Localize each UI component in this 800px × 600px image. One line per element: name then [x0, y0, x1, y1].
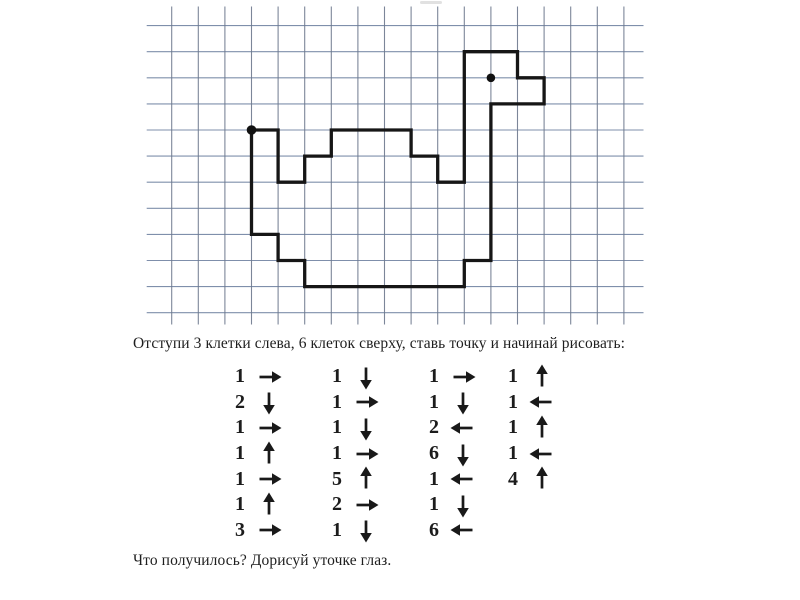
step-count: 1: [235, 416, 245, 439]
dictation-column: [422, 364, 492, 543]
step-count: 1: [508, 390, 518, 413]
dictation-step: [422, 492, 492, 518]
step-count: 6: [429, 442, 439, 465]
arrow-right-icon: [257, 417, 283, 439]
arrow-right-icon: [354, 443, 380, 465]
step-count: 1: [332, 442, 342, 465]
arrow-down-icon: [354, 366, 380, 388]
dictation-column: [325, 364, 395, 543]
step-count: 1: [235, 467, 245, 490]
step-count: 1: [332, 390, 342, 413]
dictation-step: [422, 364, 492, 390]
dictation-step: [325, 441, 395, 467]
dictation-step: [228, 441, 298, 467]
step-count: 1: [508, 365, 518, 388]
arrow-up-icon: [257, 443, 283, 465]
step-count: 1: [235, 365, 245, 388]
start-dot: [247, 125, 257, 135]
step-count: 3: [235, 518, 245, 541]
arrow-right-icon: [257, 366, 283, 388]
dictation-step: [422, 466, 492, 492]
dictation-step: [325, 466, 395, 492]
arrow-right-icon: [354, 494, 380, 516]
step-count: 1: [508, 442, 518, 465]
step-count: 2: [235, 390, 245, 413]
dictation-step: [325, 492, 395, 518]
step-count: 2: [332, 493, 342, 516]
arrow-up-icon: [530, 366, 556, 388]
arrow-up-icon: [354, 468, 380, 490]
step-count: 1: [429, 493, 439, 516]
dictation-step: [501, 466, 571, 492]
dictation-step: [325, 364, 395, 390]
dictation-step: [228, 466, 298, 492]
arrow-right-icon: [354, 391, 380, 413]
arrow-right-icon: [451, 366, 477, 388]
arrow-left-icon: [451, 468, 477, 490]
step-count: 1: [429, 365, 439, 388]
arrow-right-icon: [257, 519, 283, 541]
instruction-text: Отступи 3 клетки слева, 6 клеток сверху, ставь точку и начинай рисовать:: [133, 335, 626, 352]
arrow-down-icon: [451, 494, 477, 516]
step-count: 1: [332, 365, 342, 388]
dictation-step: [325, 518, 395, 544]
dictation-step: [228, 364, 298, 390]
dictation-step: [501, 441, 571, 467]
arrow-up-icon: [530, 417, 556, 439]
step-count: 1: [332, 416, 342, 439]
arrow-left-icon: [530, 391, 556, 413]
arrow-left-icon: [451, 417, 477, 439]
step-count: 1: [429, 390, 439, 413]
arrow-left-icon: [530, 443, 556, 465]
dictation-step: [501, 364, 571, 390]
step-count: 6: [429, 518, 439, 541]
step-count: 1: [429, 467, 439, 490]
dictation-step: [422, 415, 492, 441]
dictation-step: [501, 415, 571, 441]
step-count: 1: [235, 442, 245, 465]
dictation-step: [228, 518, 298, 544]
duck-outline-path: [252, 52, 545, 287]
dictation-step: [228, 390, 298, 416]
step-count: 5: [332, 467, 342, 490]
arrow-down-icon: [451, 391, 477, 413]
dictation-step: [228, 492, 298, 518]
step-count: 1: [508, 416, 518, 439]
dictation-column: [501, 364, 571, 492]
dictation-step: [325, 415, 395, 441]
arrow-right-icon: [257, 468, 283, 490]
dictation-step: [501, 390, 571, 416]
dictation-step: [228, 415, 298, 441]
step-count: 1: [235, 493, 245, 516]
question-text: Что получилось? Дорисуй уточке глаз.: [133, 552, 392, 569]
dictation-column: [228, 364, 298, 543]
step-count: 4: [508, 467, 518, 490]
arrow-down-icon: [354, 519, 380, 541]
dictation-step: [422, 390, 492, 416]
arrow-left-icon: [451, 519, 477, 541]
eye-dot: [487, 74, 496, 83]
arrow-up-icon: [257, 494, 283, 516]
arrow-down-icon: [354, 417, 380, 439]
arrow-up-icon: [530, 468, 556, 490]
step-count: 1: [332, 518, 342, 541]
arrow-down-icon: [451, 443, 477, 465]
dictation-step: [422, 518, 492, 544]
dictation-step: [325, 390, 395, 416]
dictation-step: [422, 441, 492, 467]
step-count: 2: [429, 416, 439, 439]
arrow-down-icon: [257, 391, 283, 413]
